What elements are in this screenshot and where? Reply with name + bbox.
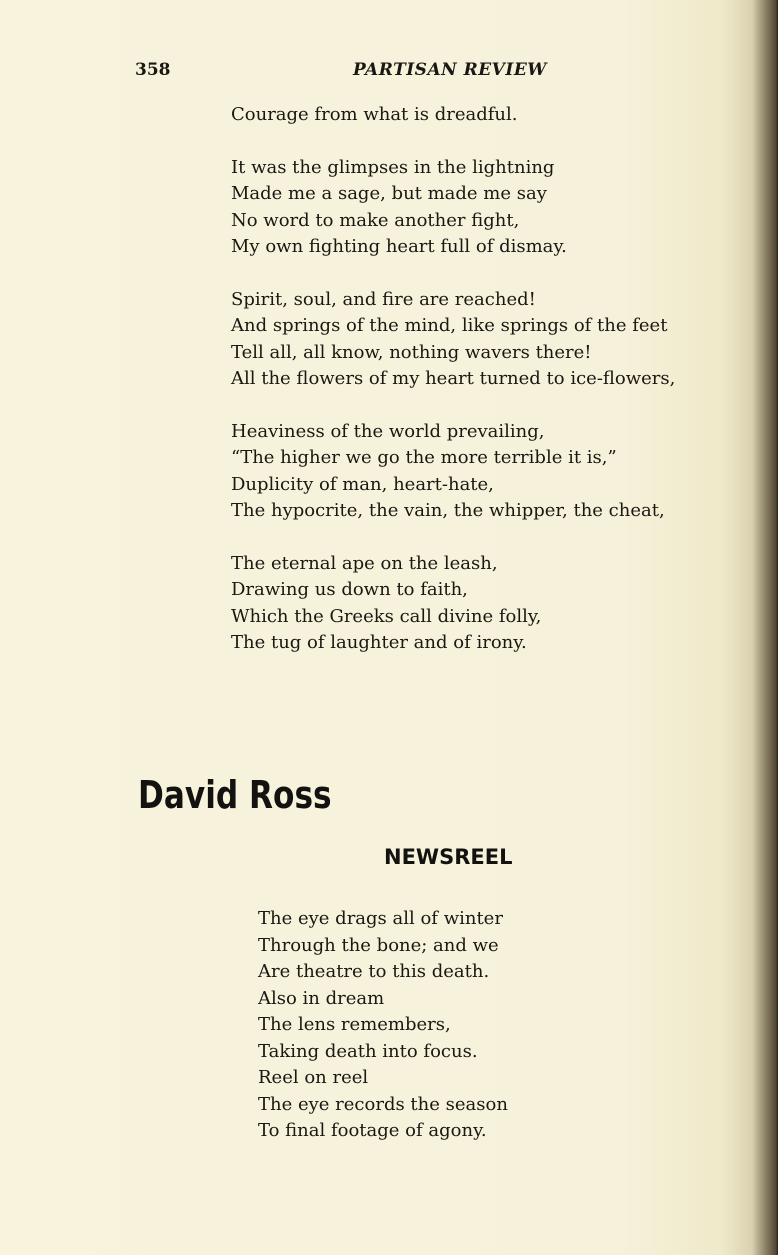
poem-line: No word to make another fight, xyxy=(231,209,520,231)
poem-line: The tug of laughter and of irony. xyxy=(231,632,527,653)
poem-line: The eternal ape on the leash, xyxy=(231,552,498,574)
poem-line: The hypocrite, the vain, the whipper, the cheat, xyxy=(231,500,665,521)
running-header-title: PARTISAN REVIEW xyxy=(353,60,547,80)
poem-line: Courage from what is dreadful. xyxy=(231,104,518,125)
poem-line: And springs of the mind, like springs of the feet xyxy=(231,315,668,336)
poem-line: The lens remembers, xyxy=(258,1014,451,1035)
page-number: 358 xyxy=(135,60,171,80)
stanza xyxy=(231,551,675,657)
poem-line: Taking death into focus. xyxy=(258,1040,478,1062)
stanza xyxy=(231,155,675,261)
poem-line: Heaviness of the world prevailing, xyxy=(231,420,545,442)
poem-line: All the flowers of my heart turned to ice-flowers, xyxy=(231,368,676,389)
poem-line: Made me a sage, but made me say xyxy=(231,183,547,204)
poem-line: Duplicity of man, heart-hate, xyxy=(231,473,494,495)
poem-line: To final footage of agony. xyxy=(258,1120,487,1141)
poem-line: It was the glimpses in the lightning xyxy=(231,156,555,178)
poem-line: Reel on reel xyxy=(258,1067,369,1088)
poem-continued xyxy=(231,102,675,657)
poem-line: Through the bone; and we xyxy=(258,934,499,956)
poem-line: “The higher we go the more terrible it is,” xyxy=(231,447,617,468)
poem-line: Tell all, all know, nothing wavers there! xyxy=(231,341,592,363)
poem-line: Spirit, soul, and fire are reached! xyxy=(231,288,536,310)
poem-line: Which the Greeks call divine folly, xyxy=(231,605,542,627)
stanza xyxy=(231,287,675,393)
poem-line: The eye records the season xyxy=(258,1093,508,1115)
poem-newsreel xyxy=(258,906,508,1145)
poem-line: The eye drags all of winter xyxy=(258,908,503,929)
author-name: David Ross xyxy=(138,773,332,817)
stanza xyxy=(231,102,675,129)
stanza xyxy=(258,906,508,1145)
poem-line: Also in dream xyxy=(258,987,385,1009)
poem-title: NEWSREEL xyxy=(384,845,513,869)
stanza xyxy=(231,419,675,525)
poem-line: My own fighting heart full of dismay. xyxy=(231,236,567,257)
poem-line: Drawing us down to faith, xyxy=(231,579,468,600)
poem-line: Are theatre to this death. xyxy=(258,961,490,982)
page-binding-shadow xyxy=(720,0,778,1255)
